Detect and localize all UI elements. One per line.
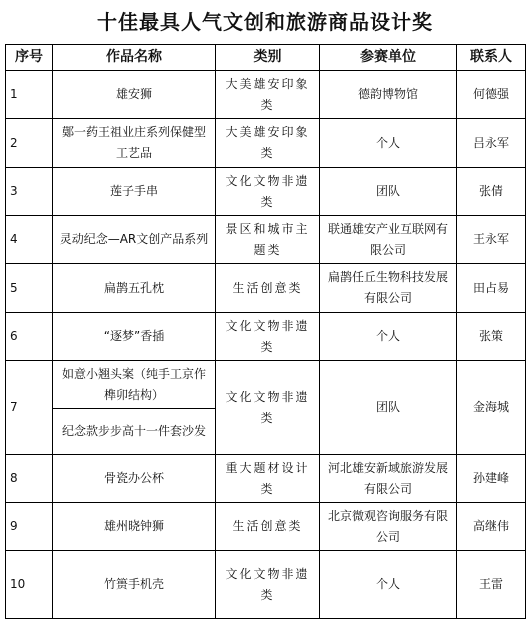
cell-contact: 孙建峰	[457, 455, 526, 503]
cell-category: 文化文物非遗类	[216, 168, 320, 216]
cell-work-name: 骨瓷办公杯	[53, 455, 216, 503]
cell-work-name: 鄚一药王祖业庄系列保健型工艺品	[53, 119, 216, 168]
cell-work-name: 雄安狮	[53, 71, 216, 119]
cell-contact: 田占易	[457, 264, 526, 313]
cell-entrant-unit: 个人	[320, 551, 457, 619]
cell-work-name: 雄州晓钟狮	[53, 503, 216, 551]
cell-category: 景区和城市主题类	[216, 216, 320, 264]
award-table	[5, 44, 526, 619]
cell-contact: 张策	[457, 313, 526, 361]
table-row	[6, 503, 526, 551]
cell-entrant-unit: 德韵博物馆	[320, 71, 457, 119]
cell-number: 10	[6, 551, 53, 619]
cell-number: 9	[6, 503, 53, 551]
cell-work-name: 如意小翘头案（纯手工京作榫卯结构）	[53, 361, 216, 409]
cell-entrant-unit: 个人	[320, 313, 457, 361]
table-row	[6, 551, 526, 619]
table-row	[6, 361, 526, 409]
cell-work-name: “逐梦”香插	[53, 313, 216, 361]
cell-number: 4	[6, 216, 53, 264]
cell-work-name: 竹篑手机壳	[53, 551, 216, 619]
cell-category: 文化文物非遗类	[216, 313, 320, 361]
cell-work-name: 莲子手串	[53, 168, 216, 216]
table-header-row	[6, 45, 526, 71]
cell-work-name: 灵动纪念—AR文创产品系列	[53, 216, 216, 264]
header-work-name: 作品名称	[53, 45, 216, 71]
cell-category: 重大题材设计类	[216, 455, 320, 503]
cell-entrant-unit: 团队	[320, 361, 457, 455]
table-row	[6, 264, 526, 313]
cell-contact: 金海城	[457, 361, 526, 455]
cell-number: 8	[6, 455, 53, 503]
cell-category: 生活创意类	[216, 503, 320, 551]
cell-entrant-unit: 团队	[320, 168, 457, 216]
header-contact: 联系人	[457, 45, 526, 71]
table-row	[6, 168, 526, 216]
cell-category: 生活创意类	[216, 264, 320, 313]
cell-contact: 何德强	[457, 71, 526, 119]
cell-entrant-unit: 联通雄安产业互联网有限公司	[320, 216, 457, 264]
table-row	[6, 71, 526, 119]
cell-number: 6	[6, 313, 53, 361]
table-row	[6, 119, 526, 168]
document-title: 十佳最具人气文创和旅游商品设计奖	[97, 10, 433, 34]
cell-number: 1	[6, 71, 53, 119]
header-category: 类别	[216, 45, 320, 71]
cell-number: 5	[6, 264, 53, 313]
cell-category: 大美雄安印象类	[216, 119, 320, 168]
cell-entrant-unit: 河北雄安新域旅游发展有限公司	[320, 455, 457, 503]
cell-work-name: 纪念款步步高十一件套沙发	[53, 409, 216, 455]
cell-contact: 王永军	[457, 216, 526, 264]
cell-entrant-unit: 个人	[320, 119, 457, 168]
cell-contact: 张倩	[457, 168, 526, 216]
cell-work-name: 扁鹊五孔枕	[53, 264, 216, 313]
cell-number: 2	[6, 119, 53, 168]
cell-category: 大美雄安印象类	[216, 71, 320, 119]
cell-category: 文化文物非遗类	[216, 551, 320, 619]
header-number: 序号	[6, 45, 53, 71]
table-row	[6, 313, 526, 361]
cell-contact: 王雷	[457, 551, 526, 619]
cell-entrant-unit: 扁鹊任丘生物科技发展有限公司	[320, 264, 457, 313]
cell-contact: 高继伟	[457, 503, 526, 551]
table-row	[6, 455, 526, 503]
cell-category: 文化文物非遗类	[216, 361, 320, 455]
cell-number: 7	[6, 361, 53, 455]
cell-contact: 吕永军	[457, 119, 526, 168]
cell-entrant-unit: 北京微观咨询服务有限公司	[320, 503, 457, 551]
header-entrant-unit: 参赛单位	[320, 45, 457, 71]
table-row	[6, 216, 526, 264]
cell-number: 3	[6, 168, 53, 216]
